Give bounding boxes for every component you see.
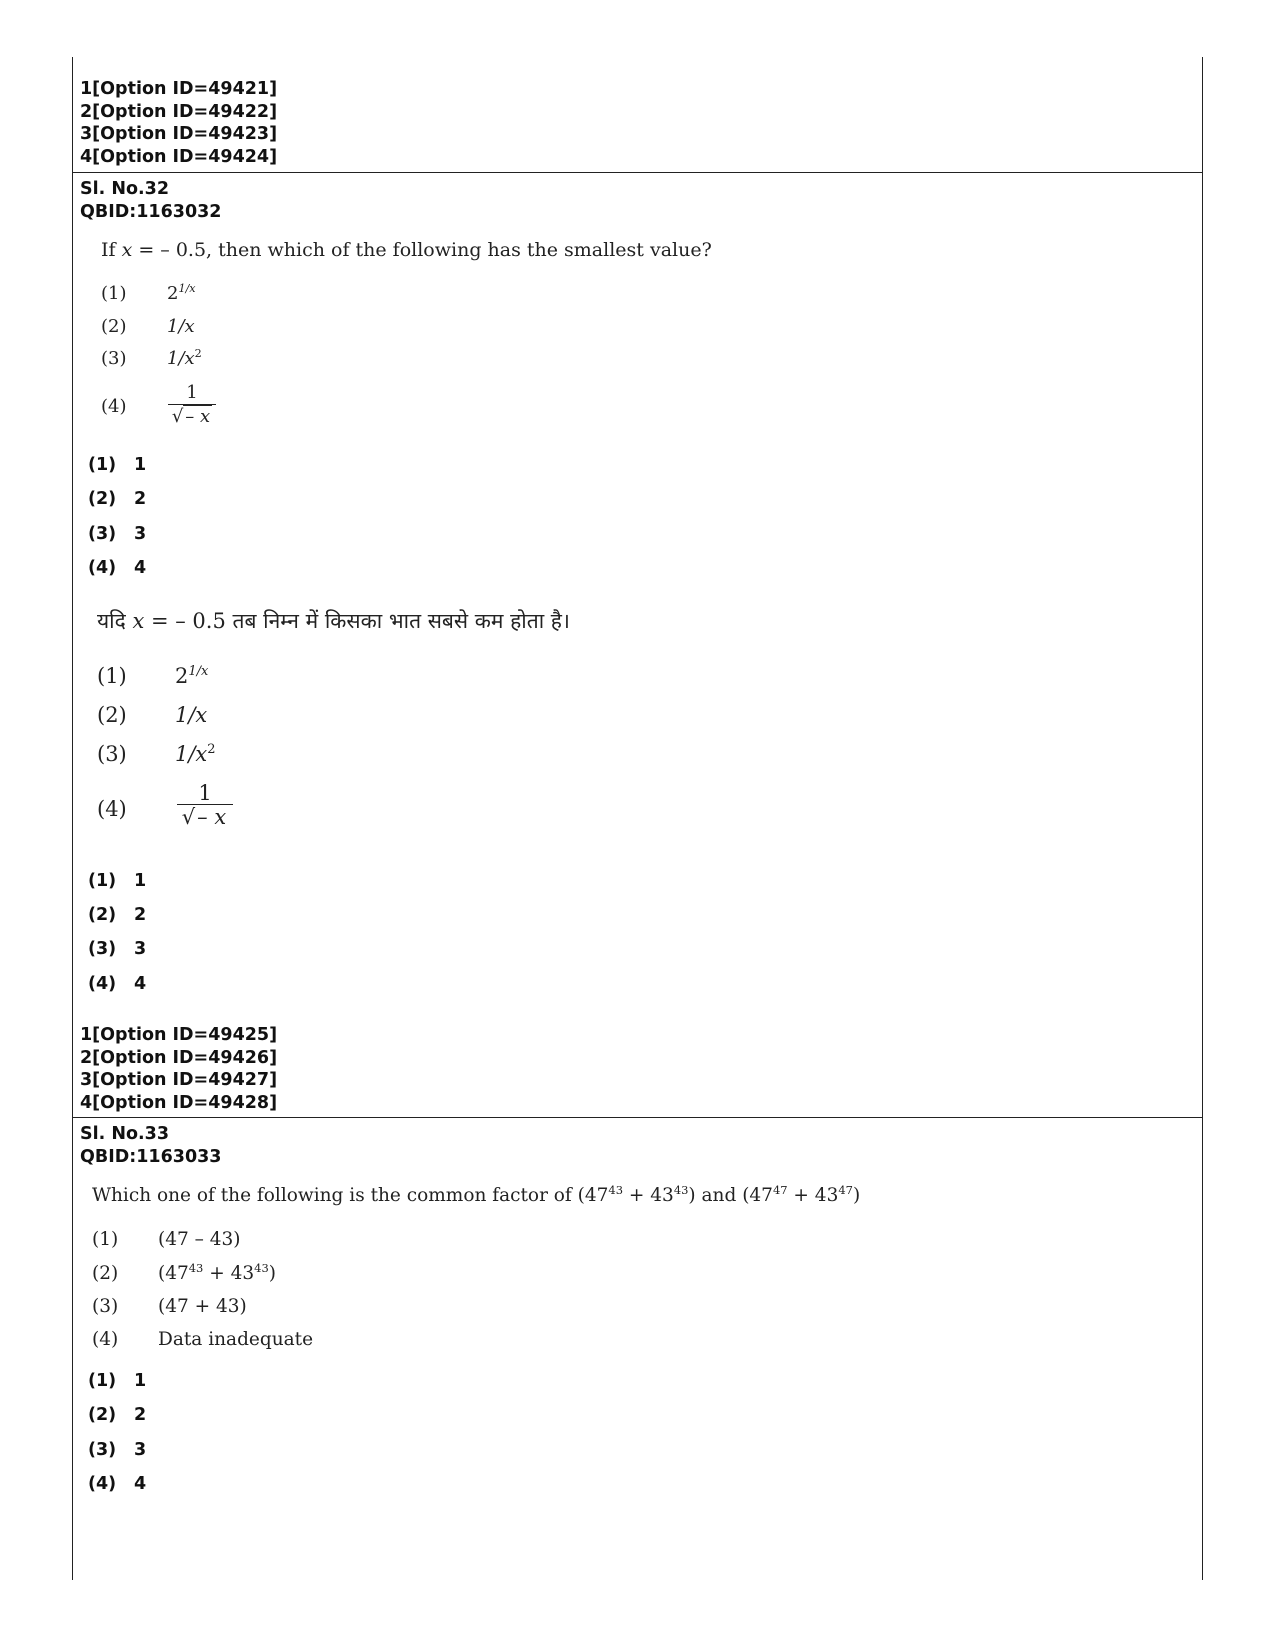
option-id: 1[Option ID=49421] [80,79,278,99]
answer-option[interactable]: (1) 1 [88,455,147,475]
option-id: 4[Option ID=49428] [80,1092,278,1113]
answer-option[interactable]: (3) 3 [88,1440,147,1460]
fraction-one-over-root-minus-x: 1 √ – x [168,382,216,429]
answer-option[interactable]: (1) 1 [88,871,147,891]
question-header [80,178,222,223]
radical-sign: √ [181,805,196,829]
question-stem: Which one of the following is the common factor of $(47^{43} + 43^{43})$ and $(47^{47} + 43^{47})$ [92,1182,861,1206]
answer-option[interactable]: (2) 2 [88,1405,147,1425]
serial-number: Sl. No.33 [80,1124,170,1144]
option-id: 2[Option ID=49426] [80,1047,278,1068]
question-stem-english: If x = – 0.5, then which of the following has the smallest value? [101,239,712,261]
answer-option[interactable]: (3) 3 [88,524,147,544]
answer-option[interactable]: (3) 3 [88,939,147,959]
option-id: 3[Option ID=49427] [80,1070,278,1090]
answer-option[interactable]: (4) 4 [88,558,147,578]
fraction-one-over-root-minus-x: 1 √– x [177,782,233,829]
question-header [80,1123,222,1168]
option-id: 2[Option ID=49422] [80,101,278,122]
answer-option[interactable]: (4) 4 [88,1474,147,1494]
question-bank-id: QBID:1163032 [80,201,222,222]
row-divider [72,1117,1203,1118]
question-stem-hindi: यदि x = – 0.5 तब निम्न में किसका भात सबसे कम होता है। [97,609,570,633]
radical-sign: √ [171,406,184,427]
option-id-list [80,1024,277,1114]
row-divider [72,172,1203,173]
answer-option[interactable]: (1) 1 [88,1371,147,1391]
option-id: 1[Option ID=49425] [80,1025,278,1045]
answer-option[interactable]: (2) 2 [88,905,147,925]
serial-number: Sl. No.32 [80,179,170,199]
answer-option[interactable]: (4) 4 [88,974,147,994]
option-id: 3[Option ID=49423] [80,124,278,144]
answer-option[interactable]: (2) 2 [88,489,147,509]
option-id-list [80,78,277,168]
question-bank-id: QBID:1163033 [80,1146,222,1167]
question-table-frame [72,57,1203,1580]
option-id: 4[Option ID=49424] [80,146,278,167]
